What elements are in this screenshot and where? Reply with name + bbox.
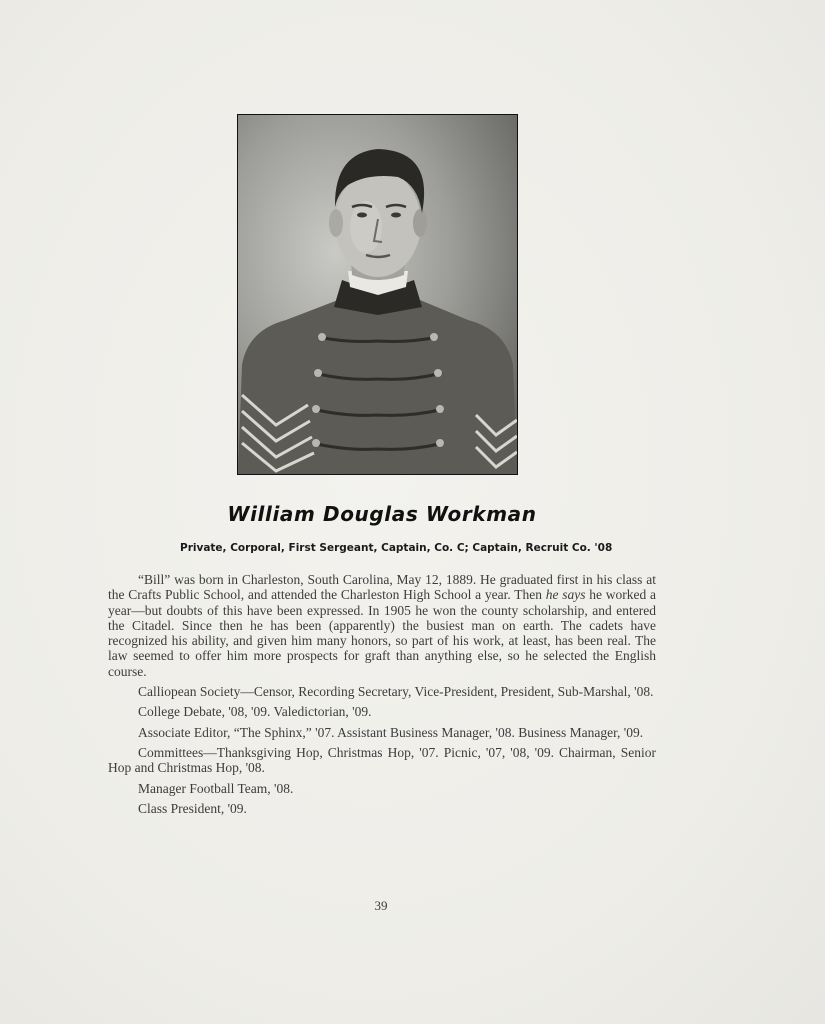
biography-text <box>108 572 656 816</box>
bio-text-part-1: “Bill” was born in Charleston, South Carolina, May 12, 1889. He graduated first in his class at the Crafts Public School, and attended the Charleston High School a year. Then <box>108 572 656 603</box>
record-football: Manager Football Team, '08. <box>138 780 294 796</box>
record-sphinx: Associate Editor, “The Sphinx,” '07. Assistant Business Manager, '08. Business Manager, '09. <box>138 724 644 740</box>
record-class-president: Class President, '09. <box>138 800 247 816</box>
cadet-portrait-photo <box>237 114 518 475</box>
biography-paragraph <box>108 572 656 679</box>
bio-emphasis: he says <box>545 587 586 603</box>
bio-text-part-2: he worked a year—but doubts of this have been expressed. In 1905 he won the county scholarship, and entered the Citadel. Since then he has been (apparently) the busiest man on earth. The cadets have recognized his ability, and given him many honors, so part of his work, at least, has been real. The law seemed to offer him more prospects for graft than anything else, so he selected the English course. <box>108 587 656 679</box>
record-committees: Committees—Thanksgiving Hop, Christmas Hop, '07. Picnic, '07, '08, '09. Chairman, Senior Hop and Christmas Hop, '08. <box>108 744 656 776</box>
record-society: Calliopean Society—Censor, Recording Secretary, Vice-President, President, Sub-Marshal, '08. <box>138 684 654 700</box>
record-debate: College Debate, '08, '09. Valedictorian, '09. <box>138 704 372 720</box>
page-number: 39 <box>374 898 388 913</box>
military-ranks-line: Private, Corporal, First Sergeant, Captain, Co. C; Captain, Recruit Co. '08 <box>180 542 613 554</box>
student-name-heading: William Douglas Workman <box>227 502 537 526</box>
